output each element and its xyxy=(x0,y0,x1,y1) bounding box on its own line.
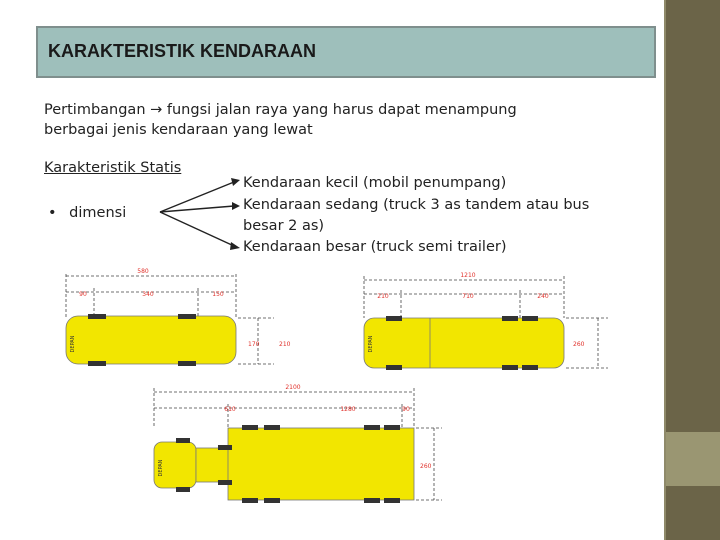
section-heading: Karakteristik Statis xyxy=(44,160,182,176)
arrowhead-medium xyxy=(232,202,240,210)
medium-rear-dim: 240 xyxy=(537,293,549,300)
right-arrow-icon: → xyxy=(150,102,163,118)
slide-title: KARAKTERISTIK KENDARAAN xyxy=(48,41,316,61)
large-trailer-dim: 1280 xyxy=(340,406,356,413)
medium-width-dim: 260 xyxy=(573,341,585,348)
large-front-label: DEPAN xyxy=(158,459,164,477)
medium-wheelbase-dim: 710 xyxy=(462,293,474,300)
large-trailer-body xyxy=(228,428,414,500)
intro-line-2: berbagai jenis kendaraan yang lewat xyxy=(44,122,313,138)
bullet-label: dimensi xyxy=(69,205,127,221)
small-rear-dim: 150 xyxy=(212,291,224,298)
small-width-dim: 170 xyxy=(248,341,260,348)
small-front-label: DEPAN xyxy=(70,335,76,353)
category-medium-cont: besar 2 as) xyxy=(243,218,325,234)
small-height-dim: 210 xyxy=(279,341,291,348)
category-large: Kendaraan besar (truck semi trailer) xyxy=(243,239,507,255)
large-total-dim: 2100 xyxy=(285,384,301,391)
small-wheelbase-dim: 340 xyxy=(142,291,154,298)
medium-front-dim: 210 xyxy=(377,293,389,300)
large-width-dim: 260 xyxy=(420,463,432,470)
medium-vehicle-body xyxy=(364,318,564,368)
arrowhead-small xyxy=(231,178,240,186)
category-medium: Kendaraan sedang (truck 3 as tandem atau bus xyxy=(243,197,590,213)
small-vehicle-body xyxy=(66,316,236,364)
small-total-dim: 580 xyxy=(137,268,149,275)
bullet-dot-icon: • xyxy=(48,205,57,221)
large-coupling xyxy=(196,448,230,482)
arrow-to-large xyxy=(160,212,234,246)
arrowhead-large xyxy=(230,242,240,250)
medium-total-dim: 1210 xyxy=(460,272,476,279)
large-rear-dim: 90 xyxy=(402,406,410,413)
small-front-dim: 90 xyxy=(79,291,87,298)
large-front-dim: 610 xyxy=(224,406,236,413)
intro-after-arrow: fungsi jalan raya yang harus dapat menampung xyxy=(166,102,517,118)
intro-before-arrow: Pertimbangan xyxy=(44,102,146,118)
vehicle-diagrams xyxy=(58,262,614,510)
category-small: Kendaraan kecil (mobil penumpang) xyxy=(243,175,507,191)
medium-front-label: DEPAN xyxy=(368,335,374,353)
